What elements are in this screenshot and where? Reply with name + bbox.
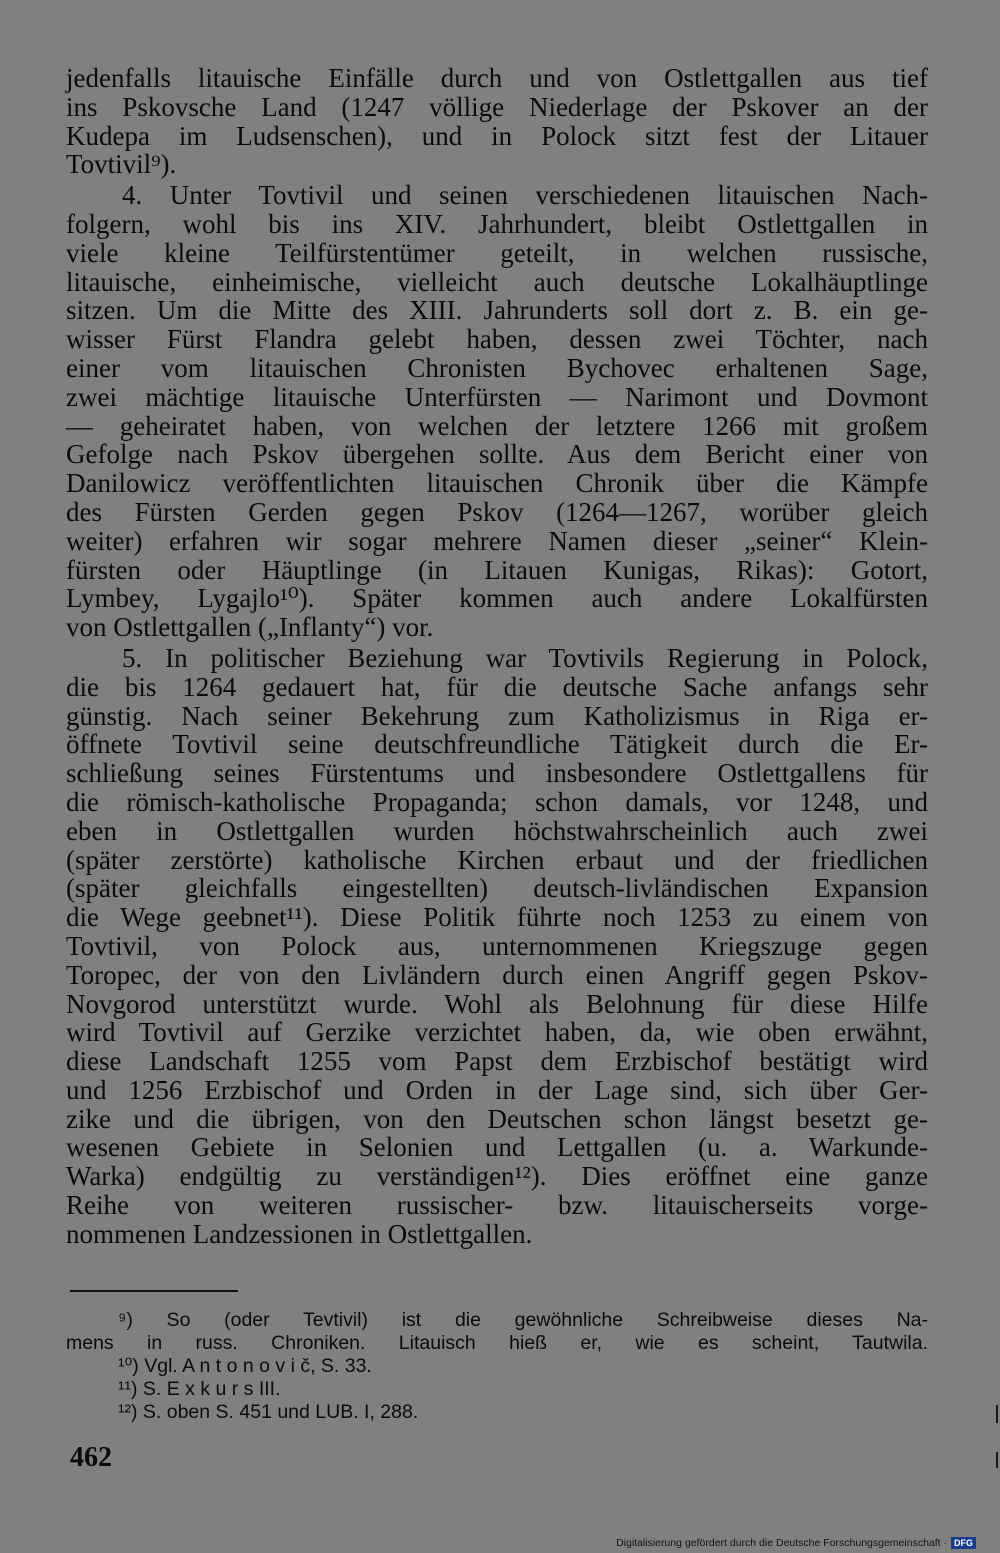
- text-line: zike und die übrigen, von den Deutschen schon längst besetzt ge-: [66, 1103, 928, 1134]
- paragraph-1: [66, 64, 928, 179]
- text-line: die Wege geebnet¹¹). Diese Politik führte noch 1253 zu einem von: [66, 902, 928, 933]
- text-line: ins Pskovsche Land (1247 völlige Niederlage der Pskover an der: [66, 91, 928, 122]
- text-line: Lymbey, Lygajlo¹⁰). Später kommen auch andere Lokalfürsten: [66, 583, 928, 614]
- text-line: günstig. Nach seiner Bekehrung zum Katholizismus in Riga er-: [66, 700, 928, 731]
- text-line: Danilowicz veröffentlichten litauischen Chronik über die Kämpfe: [66, 468, 928, 499]
- text-line: Gefolge nach Pskov übergehen sollte. Aus dem Bericht einer von: [66, 439, 928, 470]
- text-line: schließung seines Fürstentums und insbesondere Ostlettgallens für: [66, 758, 928, 789]
- text-line: wisser Fürst Flandra gelebt haben, dessen zwei Töchter, nach: [66, 324, 928, 355]
- paragraph-2: [66, 181, 928, 642]
- text-line: fürsten oder Häuptlinge (in Litauen Kunigas, Rikas): Gotort,: [66, 554, 928, 585]
- text-line: Tovtivil⁹).: [66, 149, 177, 180]
- text-line: 5. In politischer Beziehung war Tovtivils Regierung in Polock,: [122, 642, 928, 673]
- text-line: die römisch-katholische Propaganda; schon damals, vor 1248, und: [66, 786, 928, 817]
- text-line: viele kleine Teilfürstentümer geteilt, in welchen russische,: [66, 237, 928, 268]
- text-line: Reihe von weiteren russischer- bzw. litauischerseits vorge-: [66, 1190, 928, 1221]
- main-text: [66, 64, 928, 1251]
- text-line: diese Landschaft 1255 vom Papst dem Erzbischof bestätigt wird: [66, 1046, 928, 1077]
- text-line: von Ostlettgallen („Inflanty“) vor.: [66, 612, 434, 643]
- text-line: wesenen Gebiete in Selonien und Lettgallen (u. a. Warkunde-: [66, 1132, 928, 1163]
- text-line: Kudepa im Ludsenschen), und in Polock sitzt fest der Litauer: [66, 120, 928, 151]
- footnotes: [66, 1309, 928, 1424]
- text-line: folgern, wohl bis ins XIV. Jahrhundert, bleibt Ostlettgallen in: [66, 208, 928, 239]
- scan-edge-mark: [996, 1452, 998, 1468]
- text-line: jedenfalls litauische Einfälle durch und von Ostlettgallen aus tief: [66, 63, 928, 93]
- text-line: Toropec, der von den Livländern durch einen Angriff gegen Pskov-: [66, 959, 928, 990]
- footnote-rule: [70, 1290, 238, 1292]
- dfg-logo: DFG: [951, 1537, 976, 1549]
- text-line: litauische, einheimische, vielleicht auch deutsche Lokalhäuptlinge: [66, 266, 928, 297]
- text-line: eben in Ostlettgallen wurden höchstwahrscheinlich auch zwei: [66, 815, 928, 846]
- text-line: wird Tovtivil auf Gerzike verzichtet haben, da, wie oben erwähnt,: [66, 1017, 928, 1048]
- footnote-9: ⁹) So (oder Tevtivil) ist die gewöhnliche Schreibweise dieses Na-: [118, 1309, 928, 1331]
- text-line: Novgorod unterstützt wurde. Wohl als Belohnung für diese Hilfe: [66, 988, 928, 1019]
- text-line: die bis 1264 gedauert hat, für die deutsche Sache anfangs sehr: [66, 671, 928, 702]
- text-line: 4. Unter Tovtivil und seinen verschiedenen litauischen Nach-: [122, 180, 928, 211]
- text-line: (später gleichfalls eingestellten) deutsch-livländischen Expansion: [66, 873, 928, 904]
- page-number: 462: [70, 1442, 112, 1473]
- text-line: weiter) erfahren wir sogar mehrere Namen dieser „seiner“ Klein-: [66, 525, 928, 556]
- footnote-12: ¹²) S. oben S. 451 und LUB. I, 288.: [118, 1401, 419, 1423]
- text-line: und 1256 Erzbischof und Orden in der Lage sind, sich über Ger-: [66, 1074, 928, 1105]
- credit-text: Digitalisierung gefördert durch die Deutsche Forschungsgemeinschaft ·: [616, 1537, 947, 1549]
- text-line: zwei mächtige litauische Unterfürsten — Narimont und Dovmont: [66, 381, 928, 412]
- text-line: — geheiratet haben, von welchen der letztere 1266 mit großem: [66, 410, 928, 441]
- text-line: einer vom litauischen Chronisten Bychovec erhaltenen Sage,: [66, 352, 928, 383]
- footnote-11: ¹¹) S. E x k u r s III.: [118, 1378, 281, 1400]
- text-line: (später zerstörte) katholische Kirchen erbaut und der friedlichen: [66, 844, 928, 875]
- text-line: nommenen Landzessionen in Ostlettgallen.: [66, 1218, 533, 1249]
- paragraph-3: [66, 644, 928, 1249]
- scan-edge-mark: [996, 1405, 998, 1423]
- digitization-credit: [616, 1537, 976, 1549]
- footnote-9-cont: mens in russ. Chroniken. Litauisch hieß er, wie es scheint, Tautwila.: [66, 1332, 928, 1354]
- text-line: Tovtivil, von Polock aus, unternommenen Kriegszuge gegen: [66, 930, 928, 961]
- text-line: Warka) endgültig zu verständigen¹²). Dies eröffnet eine ganze: [66, 1161, 928, 1192]
- text-line: öffnete Tovtivil seine deutschfreundliche Tätigkeit durch die Er-: [66, 729, 928, 760]
- text-line: sitzen. Um die Mitte des XIII. Jahrunderts soll dort z. B. ein ge-: [66, 295, 928, 326]
- text-line: des Fürsten Gerden gegen Pskov (1264—1267, worüber gleich: [66, 496, 928, 527]
- footnote-10: ¹⁰) Vgl. A n t o n o v i č, S. 33.: [118, 1355, 372, 1377]
